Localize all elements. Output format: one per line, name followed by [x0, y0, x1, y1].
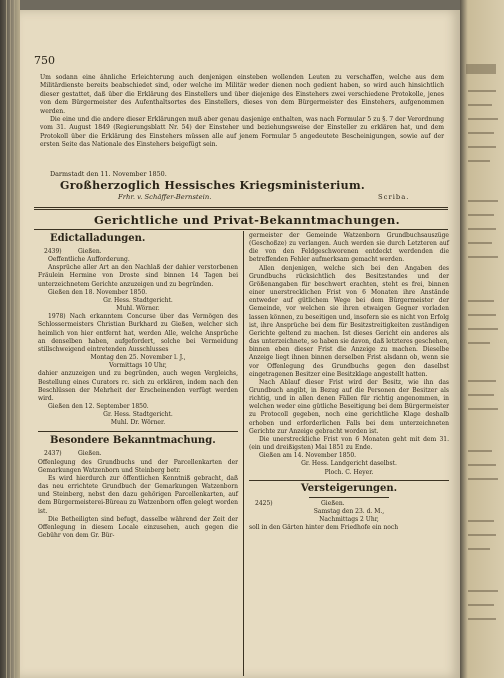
notice-date: Gießen den 12. September 1850. — [48, 402, 149, 410]
notice-subtitle: Oeffentliche Aufforderung. — [48, 256, 130, 264]
document-page — [20, 10, 460, 678]
notice-place: Gießen. — [321, 499, 345, 507]
notice-text: Ansprüche aller Art an den Nachlaß der dahier verstorbenen Fräulein Hermine von Droste sind binnen 14 Tagen bei unterzeichnetem Gerichte anzuzeigen und zu begründen. — [38, 264, 238, 288]
authority-heading: Großherzoglich Hessisches Kriegsministerium. — [60, 179, 366, 192]
facing-page-edge — [460, 0, 504, 678]
page-number: 750 — [34, 54, 55, 67]
book-spine — [0, 0, 20, 678]
notice-court: Gr. Hess. Stadtgericht. — [103, 411, 173, 419]
right-column — [249, 232, 449, 532]
divider — [38, 431, 238, 432]
notice-text: Die Betheiligten sind befugt, dasselbe während der Zeit der Offenlegung in diesem Locale einzusehen, auch gegen die Gebühr von dem Gr. Bür- — [38, 515, 238, 539]
divider — [34, 207, 448, 208]
notice-number: 2437) — [44, 450, 62, 458]
edictal-title: Edictalladungen. — [50, 233, 146, 244]
left-column — [38, 230, 238, 540]
signatory: Frhr. v. Schäffer-Bernstein. — [118, 193, 212, 201]
notice-signers: Ploch. C. Heyer. — [324, 468, 374, 476]
notice-number: 2425) — [255, 499, 273, 507]
scriba: Scriba. — [378, 193, 410, 201]
notice-court: Gr. Hess. Landgericht daselbst. — [301, 460, 397, 468]
notice-place: Gießen. — [78, 450, 102, 458]
auction-title: Versteigerungen. — [300, 482, 398, 494]
divider — [34, 209, 448, 210]
intro-text — [40, 74, 444, 150]
notice-text: Es wird hierdurch zur öffentlichen Kenntniß gebracht, daß das neu errichtete Grundbuch der Gemarkungen Watzenborn und Steinberg, nebst den dazu gehörigen Parcellenkarten, auf dem Bürgermeisterei-Büreau zu Watzenborn offen gelegt worden ist. — [38, 474, 238, 515]
notice-signers: Muhl. Wörner. — [116, 305, 160, 313]
notice-subject: Offenlegung des Grundbuchs und der Parcellenkarten der Gemarkungen Watzenborn und Steinberg betr. — [38, 458, 238, 474]
notice-text: 1978) Nach erkanntem Concurse über das Vermögen des Schlossermeisters Christian Burkhard zu Gießen, welcher sich heimlich von hier entfernt hat, werden Alle, welche Ansprüche an denselben haben, aufgefordert, solche bei Vermeidung stillschweigend eintretenden Ausschlusses — [38, 313, 238, 353]
notice-number: 2439) — [44, 248, 62, 255]
notice-place: Gießen. — [78, 248, 102, 255]
section-title: Gerichtliche und Privat-Bekanntmachungen. — [94, 213, 401, 227]
divider — [249, 480, 449, 481]
notice-text: soll in den Gärten hinter dem Friedhofe ein noch — [249, 524, 399, 532]
notice-signers: Muhl. Dr. Wörner. — [110, 419, 166, 427]
notice-date: Gießen den 18. November 1850. — [48, 288, 148, 296]
intro-paragraph-2: Die eine und die andere dieser Erklärungen muß aber genau dasjenige enthalten, was nach Formular 5 zu §. 7 der Verordnung vom 31. August 1849 (Regierungsblatt Nr. 54) der Einsteher und beziehungsweise der Einsteller zu erklären hat, und dem Protokoll über die Erklärung des Einstehers müssen alle auf jenem Formular 5 angedeutete Bescheinigungen, sowie auf der ersten Seite das Nationale des Einstehers beigefügt sein. — [40, 116, 444, 149]
intro-paragraph-1: Um sodann eine ähnliche Erleichterung auch denjenigen einsteben wollenden Leuten zu verschaffen, welche aus dem Militärdienste bereits beabschiedet sind, oder welche im Militär weder dienen noch gedient haben, so wird auch hinsichtlich dieser gestattet, daß über die Erklärung des Einstellers und über diejenige des Einstehers zwei verschiedene Protokolle, jenes von dem Bürgermeister des Aufenthaltsortes des Einstellers, dieses von dem Bürgermeister des Einstehers, aufgenommen werden. — [40, 74, 444, 115]
special-title: Besondere Bekanntmachung. — [50, 435, 216, 447]
notice-text: Nach Ablauf dieser Frist wird der Besitz, wie ihn das Grundbuch angibt, in Bezug auf die Personen der Besitzer als richtig, und in allen denen Fällen für richtig angenommen, in welchen weder eine gütliche Beseitigung bei dem Bürgermeister zu Protocoll gegeben, noch eine gerichtliche Klage deshalb erhoben und erforderlichen Falls bei dem unterzeichneten Gerichte zur Anzeige gebracht worden ist. — [249, 378, 449, 435]
divider — [309, 497, 389, 498]
column-divider — [243, 231, 244, 676]
notice-time: Nachmittags 2 Uhr, — [319, 516, 379, 523]
notice-text: germeister der Gemeinde Watzenborn Grundbuchsauszüge (Geschoßze) zu verlangen. Auch werden sie durch Letzteren auf die von den Feldgeschworenen entdeckt werdenden die betreffenden Fehler aufmerksam gemacht werden. — [249, 232, 449, 264]
notice-text: Allen denjenigen, welche sich bei den Angaben des Grundbuchs rücksichtlich des Besitzstandes und der Größenangaben für beschwert erachten, steht es frei, binnen einer unerstrecklichen Frist von 6 Monaten ihre Anstände entweder auf gütlichem Wege bei dem Bürgermeister der Gemeinde, vor welchen sie ihren etwaigen Gegner vorladen lassen können, zu beseitigen und, insofern sie es nicht von Erfolg ist, ihre Ansprüche bei dem für Besitzstreitigkeiten zuständigen Gerichte geltend zu machen. Ist dieses Gericht ein anderes als das unterzeichnete, so haben sie davon, daß letzteres geschehen, binnen eben dieser Frist die Anzeige zu machen. Dieselbe Anzeige liegt ihnen binnen derselben Frist alsdann ob, wenn sie vor Offenlegung des Grundbuchs gegen den daselbst eingetragenen Besitzer eine Besitzklage angestellt hatten. — [249, 264, 449, 378]
notice-court: Gr. Hess. Stadtgericht. — [103, 296, 173, 304]
notice-text: Die unerstreckliche Frist von 6 Monaten geht mit dem 31. (ein und dreißigsten) Mai 1851 zu Ende. — [249, 435, 449, 452]
notice-date: Montag den 25. November l. J., — [90, 354, 186, 362]
notice-date: Samstag den 23. d. M., — [313, 507, 385, 515]
notice-date: Gießen am 14. November 1850. — [259, 452, 357, 460]
date-line: Darmstadt den 11. November 1850. — [50, 170, 167, 178]
notice-text: dahier anzuzeigen und zu begründen, auch wegen Vergleichs, Bestellung eines Curators rc. sich zu erklären, indem nach den Beschlüssen der Mehrheit der Erscheinenden verfügt werden wird. — [38, 370, 238, 402]
notice-time: Vormittags 10 Uhr, — [109, 362, 167, 370]
